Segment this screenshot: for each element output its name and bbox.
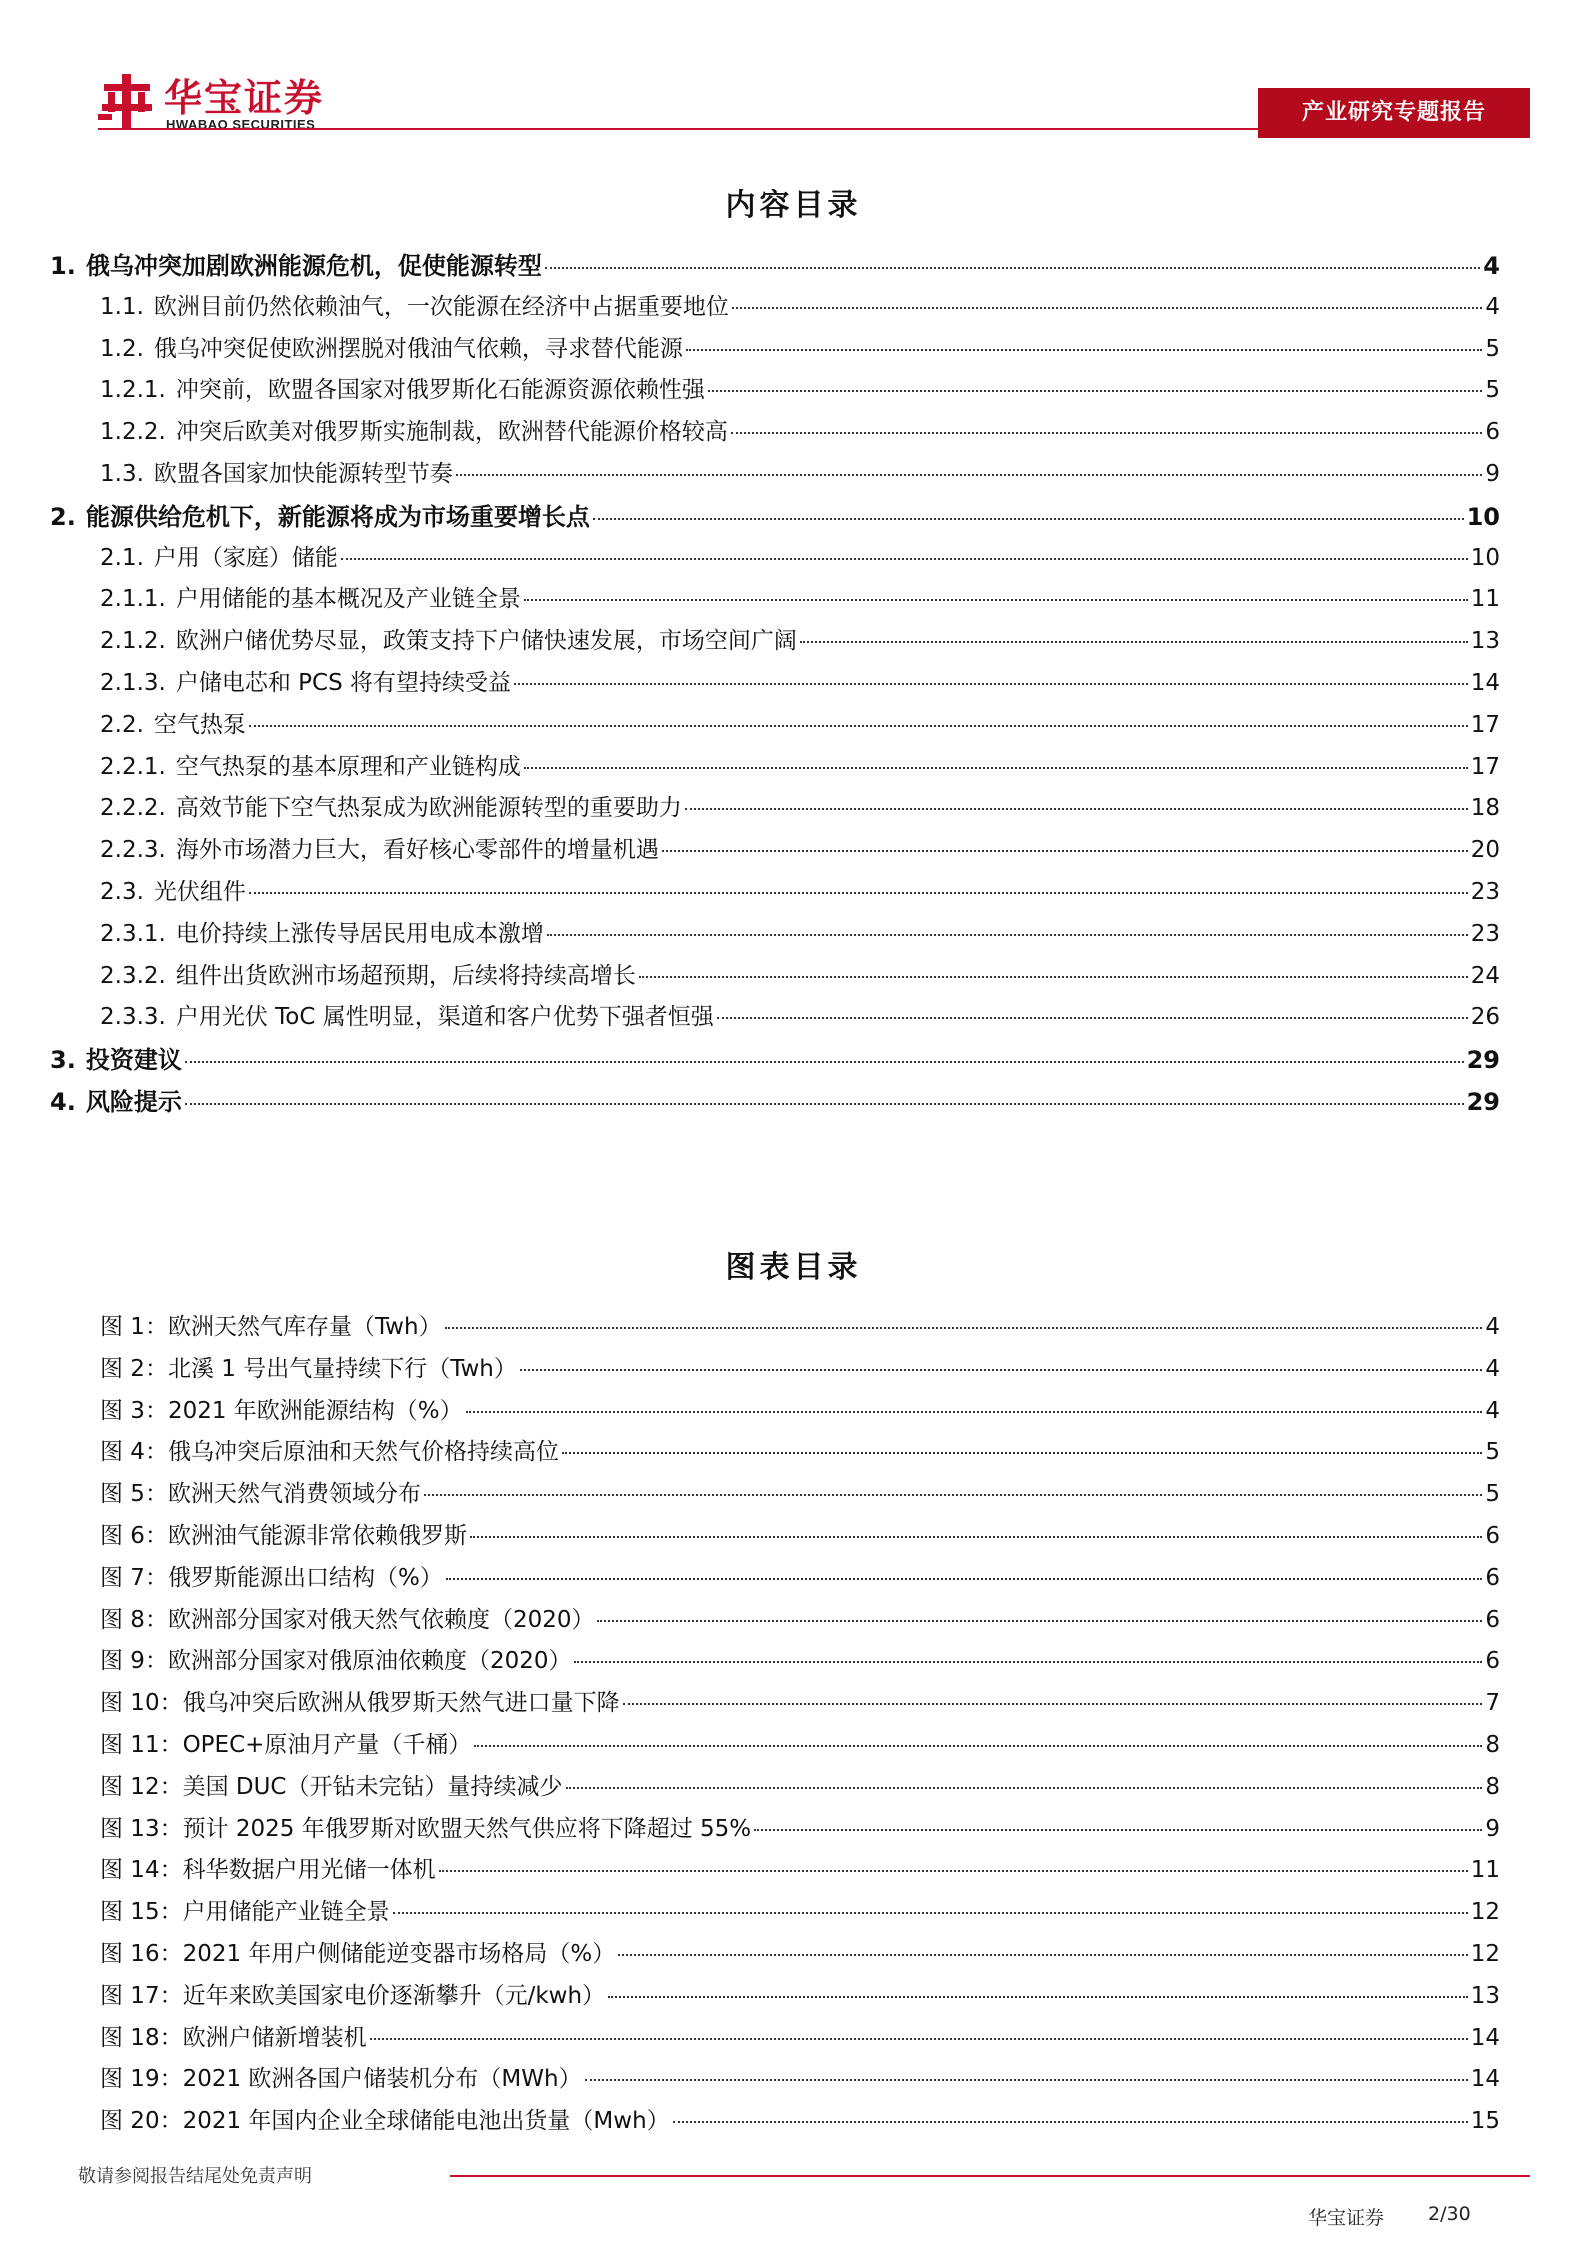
figure-entry[interactable]: [50, 1475, 1500, 1517]
figure-entry[interactable]: [50, 2019, 1500, 2061]
figure-entry-page: 13: [1470, 1982, 1500, 2009]
figure-entry-label: 图 8：欧洲部分国家对俄天然气依赖度（2020）: [100, 1606, 595, 1633]
toc-entry-label: [50, 1082, 182, 1117]
toc-entry-number: 2.3.3.: [100, 1004, 166, 1031]
dot-leader: [708, 390, 1483, 392]
toc-entry-number: 1.1.: [100, 293, 144, 320]
toc-entry-text: 空气热泵: [153, 711, 246, 738]
dot-leader: [608, 1996, 1468, 1998]
figure-entry[interactable]: [50, 1726, 1500, 1768]
figure-entry-page: 4: [1485, 1314, 1500, 1340]
brand-name-cn: 华宝证券: [164, 76, 325, 120]
toc-entry-label: [100, 371, 705, 404]
dot-leader: [185, 1061, 1464, 1063]
figure-entry-label: 图 2：北溪 1 号出气量持续下行（Twh）: [100, 1355, 517, 1382]
figure-entry[interactable]: [50, 1684, 1500, 1726]
figure-entry[interactable]: [50, 1559, 1500, 1601]
toc-entry-text: 电价持续上涨传导居民用电成本激增: [175, 920, 544, 947]
figure-entry[interactable]: [50, 1392, 1500, 1434]
figure-entry-label: 图 10：俄乌冲突后欧洲从俄罗斯天然气进口量下降: [100, 1690, 620, 1717]
dot-leader: [185, 1103, 1464, 1105]
figure-entry-label: 图 3：2021 年欧洲能源结构（%）: [100, 1397, 463, 1424]
dot-leader: [520, 1369, 1483, 1371]
toc-entry-page: 17: [1470, 711, 1500, 738]
toc-entry-number: 4.: [50, 1087, 76, 1116]
toc-entry[interactable]: [50, 288, 1500, 330]
figure-entry-label: 图 18：欧洲户储新增装机: [100, 2024, 367, 2051]
toc-entry[interactable]: [50, 706, 1500, 748]
toc-entry-label: [50, 497, 590, 532]
contents-title: 内容目录: [725, 188, 862, 223]
toc-entry-page: 23: [1470, 920, 1500, 947]
toc-entry-page: 5: [1485, 335, 1500, 362]
dot-leader: [524, 767, 1468, 769]
figure-entry[interactable]: [50, 1893, 1500, 1935]
toc-entry-label: [100, 288, 729, 321]
toc-entry-page: 11: [1470, 586, 1500, 613]
toc-entry-label: [100, 330, 683, 363]
figure-entry-page: 4: [1485, 1355, 1500, 1382]
toc-entry-label: [100, 539, 338, 572]
figure-entry-page: 9: [1485, 1815, 1500, 1842]
figures-title: 图表目录: [725, 1250, 862, 1285]
dot-leader: [445, 1327, 1483, 1329]
figure-entry[interactable]: [50, 1768, 1500, 1810]
dot-leader: [623, 1703, 1483, 1705]
figure-entry-page: 14: [1470, 2024, 1500, 2051]
figure-entry[interactable]: [50, 1935, 1500, 1977]
figure-entry-label: 图 4：俄乌冲突后原油和天然气价格持续高位: [100, 1439, 559, 1466]
toc-entry-text: 户用（家庭）储能: [153, 544, 338, 571]
toc-entry-page: 10: [1470, 544, 1500, 571]
toc-entry-text: 欧盟各国家加快能源转型节奏: [153, 460, 453, 487]
toc-entry-text: 投资建议: [85, 1046, 182, 1075]
dot-leader: [514, 683, 1468, 685]
toc-entry-text: 能源供给危机下，新能源将成为市场重要增长点: [85, 502, 590, 531]
toc-entry-number: 1.2.: [100, 335, 144, 362]
figure-entry-label: 图 12：美国 DUC（开钻未完钻）量持续减少: [100, 1773, 563, 1800]
dot-leader: [585, 2079, 1468, 2081]
figure-entry-label: 图 20：2021 年国内企业全球储能电池出货量（Mwh）: [100, 2108, 670, 2135]
toc-entry-number: 2.3.2.: [100, 962, 166, 989]
figure-entry[interactable]: [50, 1977, 1500, 2019]
footer-brand: 华宝证券: [1308, 2207, 1385, 2229]
figure-entry-page: 6: [1485, 1522, 1500, 1549]
toc-entry[interactable]: [50, 915, 1500, 957]
toc-entry-number: 2.2.2.: [100, 795, 166, 822]
toc-entry[interactable]: [50, 831, 1500, 873]
toc-entry-number: 2.1.3.: [100, 669, 166, 696]
toc-entry-number: 2.1.2.: [100, 628, 166, 655]
figure-entry-label: 图 14：科华数据户用光储一体机: [100, 1857, 436, 1884]
figure-entry[interactable]: [50, 2102, 1500, 2144]
toc-entry-page: 10: [1466, 502, 1500, 531]
toc-entry[interactable]: [50, 789, 1500, 831]
toc-entry-text: 户储电芯和 PCS 将有望持续受益: [175, 669, 511, 696]
figure-entry-page: 6: [1485, 1564, 1500, 1591]
figures-list: [50, 1308, 1500, 2144]
dot-leader: [524, 599, 1468, 601]
dot-leader: [470, 1536, 1482, 1538]
figure-entry[interactable]: [50, 2060, 1500, 2102]
toc-entry-number: 2.2.1.: [100, 753, 166, 780]
figure-entry-label: 图 11：OPEC+原油月产量（千桶）: [100, 1731, 472, 1758]
toc-entry-page: 29: [1466, 1046, 1500, 1075]
toc-entry-text: 俄乌冲突促使欧洲摆脱对俄油气依赖，寻求替代能源: [153, 335, 683, 362]
toc-entry-label: [100, 957, 636, 990]
figure-entry-label: 图 5：欧洲天然气消费领域分布: [100, 1481, 421, 1508]
dot-leader: [800, 641, 1468, 643]
toc-entry[interactable]: [50, 1082, 1500, 1124]
toc-entry-number: 2.1.: [100, 544, 144, 571]
dot-leader: [597, 1620, 1482, 1622]
dot-leader: [466, 1411, 1483, 1413]
brand-name-en: HWABAO SECURITIES: [166, 117, 316, 132]
toc-entry-page: 4: [1485, 293, 1500, 320]
toc-entry[interactable]: [50, 371, 1500, 413]
dot-leader: [439, 1870, 1468, 1872]
toc-entry-text: 户用储能的基本概况及产业链全景: [175, 586, 521, 613]
toc-entry-number: 1.2.2.: [100, 419, 166, 446]
toc-entry-text: 俄乌冲突加剧欧洲能源危机，促使能源转型: [85, 252, 542, 280]
toc-entry-number: 1.3.: [100, 460, 144, 487]
dot-leader: [545, 267, 1480, 269]
toc-entry-number: 3.: [50, 1046, 76, 1075]
figure-entry-page: 8: [1485, 1773, 1500, 1800]
toc-entry-number: 2.3.1.: [100, 920, 166, 947]
figure-entry[interactable]: [50, 1308, 1500, 1350]
toc-entry-label: [100, 455, 453, 488]
figure-entry-label: 图 15：户用储能产业链全景: [100, 1899, 390, 1926]
toc-entry-label: [100, 789, 682, 822]
toc-entry-label: [100, 748, 521, 781]
toc-entry-number: 2.2.3.: [100, 837, 166, 864]
figure-entry-page: 6: [1485, 1648, 1500, 1675]
toc-entry-label: [50, 246, 542, 281]
figure-entry[interactable]: [50, 1810, 1500, 1852]
disclaimer-note: 敬请参阅报告结尾处免责声明: [78, 2166, 312, 2187]
toc-entry[interactable]: [50, 246, 1500, 288]
toc-entry[interactable]: [50, 873, 1500, 915]
dot-leader: [685, 808, 1468, 810]
figure-entry-label: 图 9：欧洲部分国家对俄原油依赖度（2020）: [100, 1648, 572, 1675]
toc-entry-text: 欧洲目前仍然依赖油气，一次能源在经济中占据重要地位: [153, 293, 729, 320]
figure-entry-label: 图 19：2021 欧洲各国户储装机分布（MWh）: [100, 2066, 582, 2093]
toc-entry-page: 29: [1466, 1087, 1500, 1116]
toc-entry-page: 26: [1470, 1004, 1500, 1031]
figure-entry-page: 12: [1470, 1899, 1500, 1926]
toc-entry-text: 欧洲户储优势尽显，政策支持下户储快速发展，市场空间广阔: [175, 628, 797, 655]
dot-leader: [618, 1954, 1467, 1956]
toc-entry-label: [100, 413, 728, 446]
toc-entry-page: 18: [1470, 795, 1500, 822]
figure-entry-page: 4: [1485, 1397, 1500, 1424]
dot-leader: [249, 892, 1468, 894]
toc-entry-number: 2.2.: [100, 711, 144, 738]
toc-entry[interactable]: [50, 455, 1500, 497]
figure-entry-page: 6: [1485, 1606, 1500, 1633]
toc-entry-text: 冲突后欧美对俄罗斯实施制裁，欧洲替代能源价格较高: [175, 419, 728, 446]
dot-leader: [662, 850, 1468, 852]
toc-entry-text: 户用光伏 ToC 属性明显，渠道和客户优势下强者恒强: [175, 1004, 714, 1031]
figure-entry-label: 图 17：近年来欧美国家电价逐渐攀升（元/kwh）: [100, 1982, 606, 2009]
figure-entry-label: 图 13：预计 2025 年俄罗斯对欧盟天然气供应将下降超过 55%: [100, 1815, 752, 1842]
toc-entry-page: 23: [1470, 878, 1500, 905]
toc-entry-label: [100, 664, 511, 697]
toc-entry-number: 1.: [50, 252, 76, 280]
toc-entry-page: 6: [1485, 419, 1500, 446]
toc-entry[interactable]: [50, 413, 1500, 455]
toc-entry-text: 海外市场潜力巨大，看好核心零部件的增量机遇: [175, 837, 659, 864]
figure-entry[interactable]: [50, 1433, 1500, 1475]
dot-leader: [456, 474, 1482, 476]
dot-leader: [446, 1578, 1483, 1580]
report-type-tag: 产业研究专题报告: [1258, 88, 1530, 138]
toc-entry-page: 9: [1485, 460, 1500, 487]
toc-entry[interactable]: [50, 539, 1500, 581]
toc-entry-page: 14: [1470, 669, 1500, 696]
toc-entry-label: [100, 580, 521, 613]
dot-leader: [370, 2038, 1468, 2040]
company-logo: [98, 74, 378, 134]
toc-entry[interactable]: [50, 580, 1500, 622]
toc-entry-page: 20: [1470, 837, 1500, 864]
figure-entry-page: 8: [1485, 1731, 1500, 1758]
toc-entry-number: 2.1.1.: [100, 586, 166, 613]
toc-entry[interactable]: [50, 497, 1500, 539]
header-divider: [98, 128, 1258, 130]
contents-list: [50, 246, 1500, 1124]
dot-leader: [593, 518, 1464, 520]
figure-entry[interactable]: [50, 1517, 1500, 1559]
dot-leader: [474, 1745, 1482, 1747]
dot-leader: [574, 1661, 1482, 1663]
figure-entry-label: 图 16：2021 年用户侧储能逆变器市场格局（%）: [100, 1940, 616, 1967]
dot-leader: [673, 2121, 1468, 2123]
toc-entry-label: [100, 998, 714, 1031]
hwabao-logo-icon: [98, 74, 156, 130]
toc-entry-text: 高效节能下空气热泵成为欧洲能源转型的重要助力: [175, 795, 682, 822]
dot-leader: [341, 558, 1468, 560]
figure-entry-page: 5: [1485, 1481, 1500, 1508]
toc-entry-page: 24: [1470, 962, 1500, 989]
figure-entry-page: 14: [1470, 2066, 1500, 2093]
toc-entry-page: 17: [1470, 753, 1500, 780]
toc-entry[interactable]: [50, 330, 1500, 372]
figure-entry[interactable]: [50, 1350, 1500, 1392]
figure-entry[interactable]: [50, 1642, 1500, 1684]
figure-entry-label: 图 7：俄罗斯能源出口结构（%）: [100, 1564, 443, 1591]
toc-entry-label: [100, 873, 246, 906]
dot-leader: [686, 349, 1482, 351]
toc-entry[interactable]: [50, 998, 1500, 1040]
dot-leader: [731, 432, 1483, 434]
dot-leader: [566, 1787, 1483, 1789]
toc-entry-text: 空气热泵的基本原理和产业链构成: [175, 753, 521, 780]
toc-entry-number: 1.2.1.: [100, 377, 166, 404]
toc-entry-text: 风险提示: [85, 1087, 182, 1116]
dot-leader: [639, 976, 1468, 978]
figure-entry-page: 5: [1485, 1439, 1500, 1466]
toc-entry-page: 4: [1483, 252, 1500, 280]
figure-entry[interactable]: [50, 1851, 1500, 1893]
dot-leader: [249, 725, 1468, 727]
toc-entry[interactable]: [50, 664, 1500, 706]
toc-entry-page: 5: [1485, 377, 1500, 404]
figure-entry-page: 7: [1485, 1690, 1500, 1717]
dot-leader: [717, 1017, 1468, 1019]
toc-entry-label: [100, 622, 797, 655]
toc-entry-text: 组件出货欧洲市场超预期，后续将持续高增长: [175, 962, 636, 989]
dot-leader: [393, 1912, 1468, 1914]
figure-entry-label: 图 1：欧洲天然气库存量（Twh）: [100, 1314, 442, 1340]
toc-entry[interactable]: [50, 622, 1500, 664]
dot-leader: [732, 307, 1482, 309]
dot-leader: [547, 934, 1468, 936]
toc-entry-page: 13: [1470, 628, 1500, 655]
figure-entry[interactable]: [50, 1601, 1500, 1643]
toc-entry[interactable]: [50, 957, 1500, 999]
toc-entry-text: 光伏组件: [153, 878, 246, 905]
footer-divider: [450, 2175, 1530, 2177]
figure-entry-page: 12: [1470, 1940, 1500, 1967]
toc-entry-text: 冲突前，欧盟各国家对俄罗斯化石能源资源依赖性强: [175, 377, 705, 404]
figure-entry-page: 11: [1470, 1857, 1500, 1884]
figure-entry-page: 15: [1470, 2108, 1500, 2135]
toc-entry[interactable]: [50, 1040, 1500, 1082]
toc-entry-number: 2.: [50, 502, 76, 531]
toc-entry[interactable]: [50, 748, 1500, 790]
toc-entry-label: [100, 706, 246, 739]
page-number: 2/30: [1428, 2203, 1471, 2225]
toc-entry-number: 2.3.: [100, 878, 144, 905]
dot-leader: [562, 1452, 1482, 1454]
dot-leader: [424, 1494, 1482, 1496]
toc-entry-label: [50, 1040, 182, 1075]
figure-entry-label: 图 6：欧洲油气能源非常依赖俄罗斯: [100, 1522, 467, 1549]
dot-leader: [754, 1829, 1482, 1831]
toc-entry-label: [100, 915, 544, 948]
toc-entry-label: [100, 831, 659, 864]
